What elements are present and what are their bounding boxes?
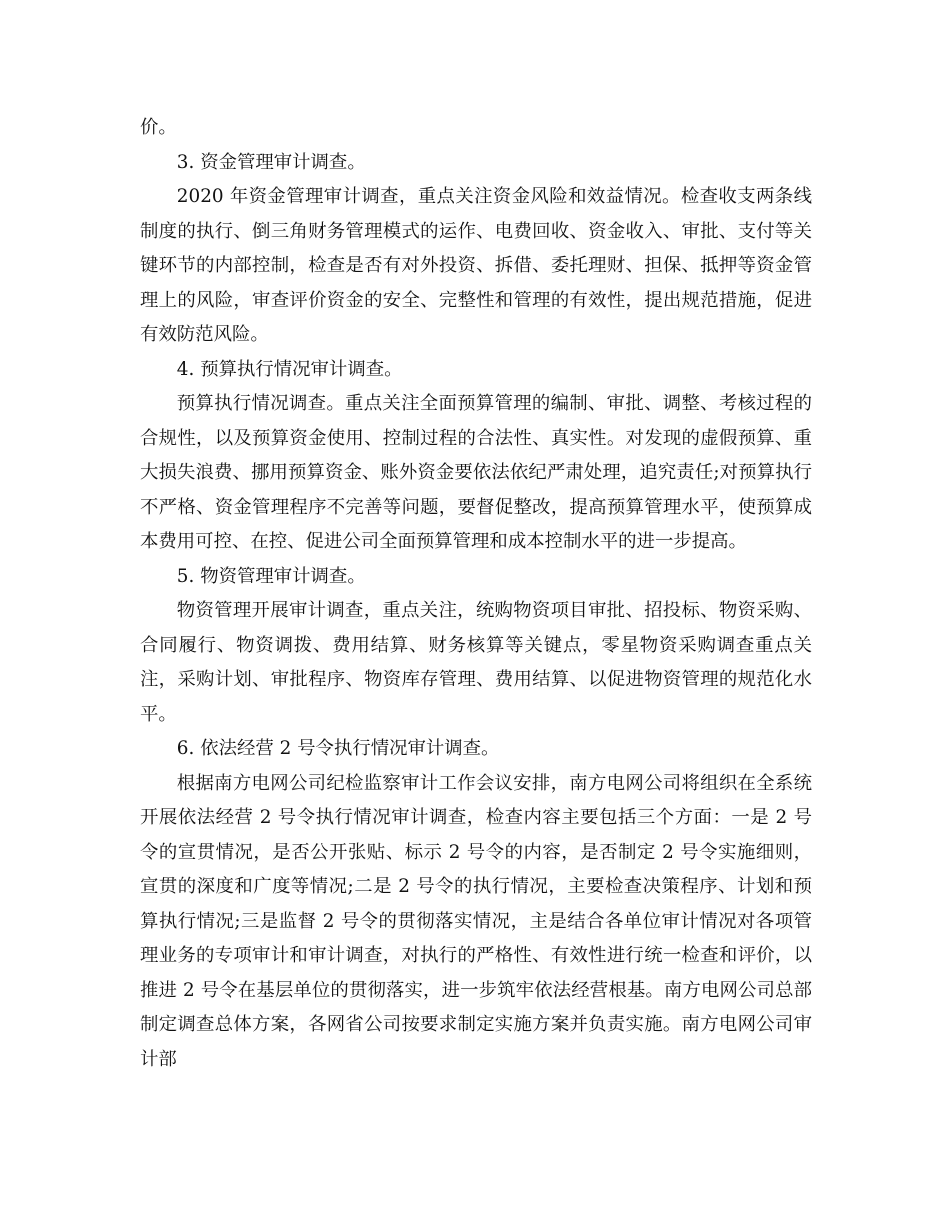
section-heading-materials-management: 5. 物资管理审计调查。: [176, 565, 366, 587]
paragraph-materials-management: 物资管理开展审计调查，重点关注，统购物资项目审批、招投标、物资采购、合同履行、物资调拨、费用结算、财务核算等关键点，零星物资采购调查重点关注，采购计划、审批程序、物资库存管理、费用结算、以促进物资管理的规范化水平。: [140, 600, 812, 725]
section-heading-budget-execution: 4. 预算执行情况审计调查。: [176, 358, 403, 380]
paragraph-budget-execution: 预算执行情况调查。重点关注全面预算管理的编制、审批、调整、考核过程的合规性，以及预算资金使用、控制过程的合法性、真实性。对发现的虚假预算、重大损失浪费、挪用预算资金、账外资金要依法依纪严肃处理，追究责任;对预算执行不严格、资金管理程序不完善等问题，要督促整改，提高预算管理水平，使预算成本费用可控、在控、促进公司全面预算管理和成本控制水平的进一步提高。: [140, 393, 812, 552]
paragraph-order-no2: 根据南方电网公司纪检监察审计工作会议安排，南方电网公司将组织在全系统开展依法经营 2 号令执行情况审计调查，检查内容主要包括三个方面：一是 2 号令的宣贯情况，是否公开张贴、标示 2 号令的内容，是否制定 2 号令实施细则，宣贯的深度和广度等情况;二是 2 号令的执行情况，主要检查决策程序、计划和预算执行情况;三是监督 2 号令的贯彻落实情况，主是结合各单位审计情况对各项管理业务的专项审计和审计调查，对执行的严格性、有效性进行统一检查和评价，以推进 2 号令在基层单位的贯彻落实，进一步筑牢依法经营根基。南方电网公司总部制定调查总体方案，各网省公司按要求制定实施方案并负责实施。南方电网公司审计部: [140, 772, 812, 1070]
section-heading-fund-management: 3. 资金管理审计调查。: [176, 151, 366, 173]
paragraph-continuation: 价。: [140, 117, 177, 138]
paragraph-fund-management: 2020 年资金管理审计调查，重点关注资金风险和效益情况。检查收支两条线制度的执行、倒三角财务管理模式的运作、电费回收、资金收入、审批、支付等关键环节的内部控制，检查是否有对外投资、拆借、委托理财、担保、抵押等资金管理上的风险，审查评价资金的安全、完整性和管理的有效性，提出规范措施，促进有效防范风险。: [140, 186, 812, 345]
document-page: [140, 111, 812, 1077]
section-heading-order-no2: 6. 依法经营 2 号令执行情况审计调查。: [176, 738, 500, 759]
